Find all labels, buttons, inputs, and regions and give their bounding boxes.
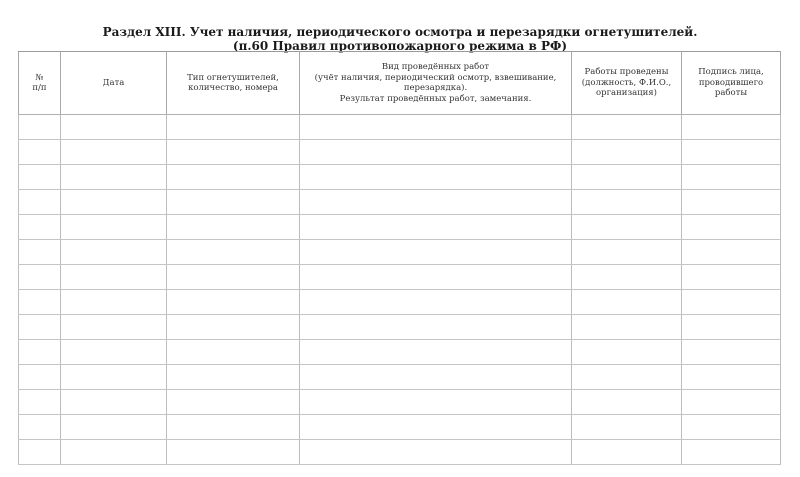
cell-performed-by[interactable] (572, 115, 682, 140)
cell-row-number[interactable] (19, 265, 61, 290)
cell-signature[interactable] (682, 115, 781, 140)
header-row-number: № п/п (19, 52, 61, 115)
cell-performed-by[interactable] (572, 215, 682, 240)
cell-signature[interactable] (682, 415, 781, 440)
cell-row-number[interactable] (19, 115, 61, 140)
cell-date[interactable] (61, 340, 167, 365)
table-row (19, 190, 781, 215)
table-row (19, 165, 781, 190)
cell-row-number[interactable] (19, 415, 61, 440)
cell-row-number[interactable] (19, 390, 61, 415)
cell-date[interactable] (61, 415, 167, 440)
table-row (19, 340, 781, 365)
cell-work-performed[interactable] (300, 265, 572, 290)
cell-performed-by[interactable] (572, 390, 682, 415)
cell-performed-by[interactable] (572, 340, 682, 365)
table-row (19, 390, 781, 415)
cell-performed-by[interactable] (572, 265, 682, 290)
cell-signature[interactable] (682, 340, 781, 365)
cell-extinguisher-type[interactable] (167, 340, 300, 365)
cell-work-performed[interactable] (300, 315, 572, 340)
cell-performed-by[interactable] (572, 190, 682, 215)
cell-row-number[interactable] (19, 290, 61, 315)
cell-row-number[interactable] (19, 165, 61, 190)
cell-date[interactable] (61, 390, 167, 415)
cell-date[interactable] (61, 190, 167, 215)
table-body (19, 115, 781, 465)
cell-work-performed[interactable] (300, 240, 572, 265)
cell-row-number[interactable] (19, 240, 61, 265)
cell-work-performed[interactable] (300, 390, 572, 415)
header-date: Дата (61, 52, 167, 115)
cell-performed-by[interactable] (572, 315, 682, 340)
cell-extinguisher-type[interactable] (167, 315, 300, 340)
cell-extinguisher-type[interactable] (167, 290, 300, 315)
cell-row-number[interactable] (19, 140, 61, 165)
cell-extinguisher-type[interactable] (167, 240, 300, 265)
table-row (19, 265, 781, 290)
cell-date[interactable] (61, 440, 167, 465)
cell-row-number[interactable] (19, 340, 61, 365)
cell-performed-by[interactable] (572, 440, 682, 465)
cell-work-performed[interactable] (300, 440, 572, 465)
cell-signature[interactable] (682, 165, 781, 190)
title-line-1: Раздел XIII. Учет наличия, периодического осмотра и перезарядки огнетушителей. (102, 25, 698, 39)
cell-work-performed[interactable] (300, 290, 572, 315)
cell-extinguisher-type[interactable] (167, 365, 300, 390)
cell-row-number[interactable] (19, 315, 61, 340)
cell-work-performed[interactable] (300, 190, 572, 215)
cell-signature[interactable] (682, 265, 781, 290)
cell-signature[interactable] (682, 140, 781, 165)
cell-date[interactable] (61, 165, 167, 190)
cell-performed-by[interactable] (572, 140, 682, 165)
cell-performed-by[interactable] (572, 165, 682, 190)
cell-work-performed[interactable] (300, 340, 572, 365)
table-row (19, 365, 781, 390)
cell-date[interactable] (61, 115, 167, 140)
header-work-performed: Вид проведённых работ (учёт наличия, периодический осмотр, взвешивание, перезарядка). Результат проведённых работ, замечания. (300, 52, 572, 115)
cell-date[interactable] (61, 315, 167, 340)
cell-work-performed[interactable] (300, 165, 572, 190)
cell-performed-by[interactable] (572, 415, 682, 440)
cell-signature[interactable] (682, 215, 781, 240)
cell-extinguisher-type[interactable] (167, 440, 300, 465)
cell-extinguisher-type[interactable] (167, 115, 300, 140)
cell-date[interactable] (61, 290, 167, 315)
cell-signature[interactable] (682, 365, 781, 390)
cell-row-number[interactable] (19, 215, 61, 240)
cell-work-performed[interactable] (300, 365, 572, 390)
section-title (0, 25, 800, 53)
cell-work-performed[interactable] (300, 140, 572, 165)
cell-extinguisher-type[interactable] (167, 415, 300, 440)
header-signature: Подпись лица, проводившего работы (682, 52, 781, 115)
table-row (19, 415, 781, 440)
extinguisher-log-table (18, 51, 781, 465)
title-line-2: (п.60 Правил противопожарного режима в РФ) (232, 39, 568, 53)
cell-row-number[interactable] (19, 440, 61, 465)
cell-extinguisher-type[interactable] (167, 165, 300, 190)
table-row (19, 140, 781, 165)
cell-date[interactable] (61, 240, 167, 265)
table-row (19, 440, 781, 465)
cell-row-number[interactable] (19, 190, 61, 215)
cell-date[interactable] (61, 265, 167, 290)
cell-extinguisher-type[interactable] (167, 215, 300, 240)
cell-signature[interactable] (682, 190, 781, 215)
table-header-row (19, 52, 781, 115)
header-performed-by: Работы проведены (должность, Ф.И.О., организация) (572, 52, 682, 115)
cell-extinguisher-type[interactable] (167, 140, 300, 165)
cell-signature[interactable] (682, 390, 781, 415)
cell-work-performed[interactable] (300, 415, 572, 440)
cell-date[interactable] (61, 365, 167, 390)
cell-signature[interactable] (682, 315, 781, 340)
table-row (19, 115, 781, 140)
cell-work-performed[interactable] (300, 215, 572, 240)
cell-performed-by[interactable] (572, 290, 682, 315)
table-row (19, 315, 781, 340)
cell-performed-by[interactable] (572, 365, 682, 390)
header-extinguisher-type: Тип огнетушителей, количество, номера (167, 52, 300, 115)
cell-signature[interactable] (682, 240, 781, 265)
table-row (19, 290, 781, 315)
cell-row-number[interactable] (19, 365, 61, 390)
cell-date[interactable] (61, 215, 167, 240)
cell-work-performed[interactable] (300, 115, 572, 140)
cell-extinguisher-type[interactable] (167, 390, 300, 415)
cell-signature[interactable] (682, 290, 781, 315)
table-row (19, 240, 781, 265)
table-row (19, 215, 781, 240)
cell-performed-by[interactable] (572, 240, 682, 265)
cell-extinguisher-type[interactable] (167, 265, 300, 290)
cell-date[interactable] (61, 140, 167, 165)
cell-signature[interactable] (682, 440, 781, 465)
cell-extinguisher-type[interactable] (167, 190, 300, 215)
